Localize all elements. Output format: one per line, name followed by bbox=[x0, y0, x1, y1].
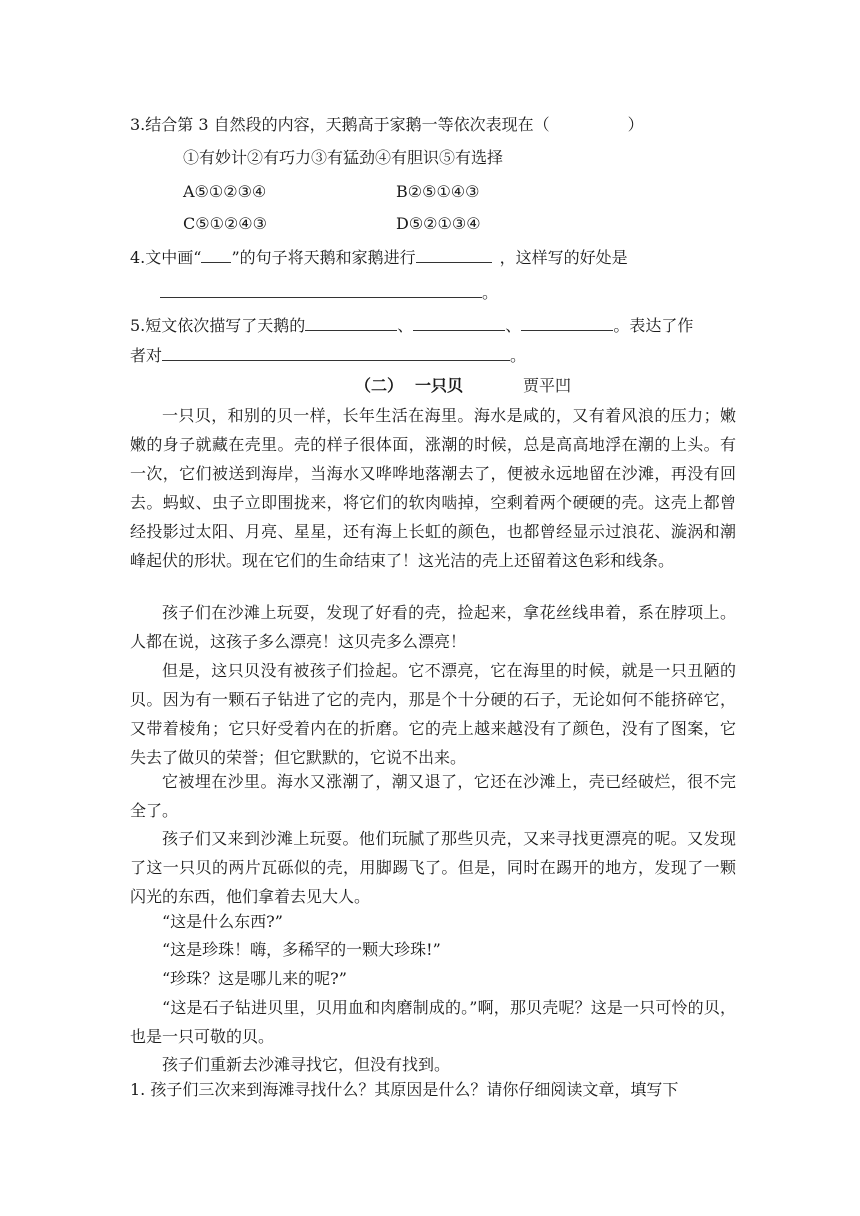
q5-line-2 bbox=[130, 344, 526, 368]
q5-line bbox=[130, 314, 693, 338]
dialogue-line-2: “这是珍珠！嗨，多稀罕的一颗大珍珠!” bbox=[162, 940, 441, 959]
q5-line2b: 。 bbox=[510, 346, 527, 365]
section-title bbox=[355, 374, 463, 398]
q3-option-c: C⑤①②④③ bbox=[183, 214, 267, 233]
dialogue-line-3: “珍珠？这是哪儿来的呢?” bbox=[162, 969, 347, 988]
q4-line-2 bbox=[160, 281, 498, 305]
story-paragraph-1: 一只贝，和别的贝一样，长年生活在海里。海水是咸的，又有着风浪的压力；嫩嫩的身子就藏在壳里。壳的样子很体面，涨潮的时候，总是高高地浮在潮的上头。有一次，它们被送到海岸，当海水又哗哗地落潮去了，便被永远地留在沙滩，再没有回去。蚂蚁、虫子立即围拢来，将它们的软肉啮掉，空剩着两个硬硬的壳。这壳上都曾经投影过太阳、月亮、星星，还有海上长虹的颜色，也都曾经显示过浪花、漩涡和潮峰起伏的形状。现在它们的生命结束了！这光洁的壳上还留着这色彩和线条。 bbox=[130, 406, 736, 570]
q5-blank-2[interactable] bbox=[413, 316, 505, 331]
q4-blank-1[interactable] bbox=[416, 248, 492, 263]
dialogue-line-1: “这是什么东西?” bbox=[162, 912, 283, 931]
story-paragraph-5: 孩子们又来到沙滩上玩耍。他们玩腻了那些贝壳，又来寻找更漂亮的呢。又发现了这一只贝的两片瓦砾似的壳，用脚踢飞了。但是，同时在踢开的地方，发现了一颗闪光的东西，他们拿着去见大人。 bbox=[130, 829, 736, 906]
q5-part2: 。表达了作 bbox=[613, 316, 694, 335]
q3-items: ①有妙计②有巧力③有猛劲④有胆识⑤有选择 bbox=[183, 148, 504, 167]
q5-blank-1[interactable] bbox=[305, 316, 397, 331]
q4-blank-2[interactable] bbox=[160, 283, 482, 298]
dialogue-line-4: “这是石子钻进贝里，贝用血和肉磨制成的。”啊，那贝壳呢？这是一只可怜的贝，也是一只可敬的贝。 bbox=[130, 998, 736, 1046]
q4-end: 。 bbox=[482, 283, 499, 302]
question-1: 1. 孩子们三次来到海滩寻找什么？其原因是什么？请你仔细阅读文章，填写下 bbox=[130, 1080, 679, 1099]
q4-underline-sample bbox=[201, 248, 231, 263]
q4-part2: ”的句子将天鹅和家鹅进行 bbox=[231, 248, 416, 267]
story-paragraph-2: 孩子们在沙滩上玩耍，发现了好看的壳，捡起来，拿花丝线串着，系在脖项上。人都在说，这孩子多么漂亮！这贝壳多么漂亮！ bbox=[130, 603, 736, 651]
q3-close-paren: ） bbox=[627, 115, 644, 134]
story-paragraph-3: 但是，这只贝没有被孩子们捡起。它不漂亮，它在海里的时候，就是一只丑陋的贝。因为有一颗石子钻进了它的壳内，那是个十分硬的石子，无论如何不能挤碎它，又带着棱角；它只好受着内在的折磨。它的壳上越来越没有了颜色，没有了图案，它失去了做贝的荣誉；但它默默的，它说不出来。 bbox=[130, 661, 736, 767]
q4-line bbox=[130, 246, 628, 270]
q5-part1: 5.短文依次描写了天鹅的 bbox=[130, 316, 306, 335]
q3-option-b: B②⑤①④③ bbox=[396, 182, 480, 201]
q5-blank-3[interactable] bbox=[521, 316, 613, 331]
section-author: 贾平凹 bbox=[523, 376, 572, 395]
q5-blank-4[interactable] bbox=[162, 346, 510, 361]
q5-line2a: 者对 bbox=[130, 346, 163, 365]
q5-sep1: 、 bbox=[397, 316, 414, 335]
q3-option-d: D⑤②①③④ bbox=[396, 214, 481, 233]
story-paragraph-4: 它被埋在沙里。海水又涨潮了，潮又退了，它还在沙滩上，壳已经破烂，很不完全了。 bbox=[130, 772, 736, 820]
q3-stem: 3.结合第 3 自然段的内容，天鹅高于家鹅一等依次表现在（ bbox=[130, 115, 550, 134]
section-number: （二） bbox=[355, 376, 404, 395]
q3-stem-line bbox=[130, 113, 644, 137]
q5-sep2: 、 bbox=[505, 316, 522, 335]
section-title-text: 一只贝 bbox=[415, 376, 464, 395]
q4-part1: 4.文中画“ bbox=[130, 248, 202, 267]
q4-part3: ，这样写的好处是 bbox=[499, 248, 628, 267]
story-paragraph-last: 孩子们重新去沙滩寻找它，但没有找到。 bbox=[162, 1055, 451, 1074]
q3-option-a: A⑤①②③④ bbox=[183, 182, 267, 201]
